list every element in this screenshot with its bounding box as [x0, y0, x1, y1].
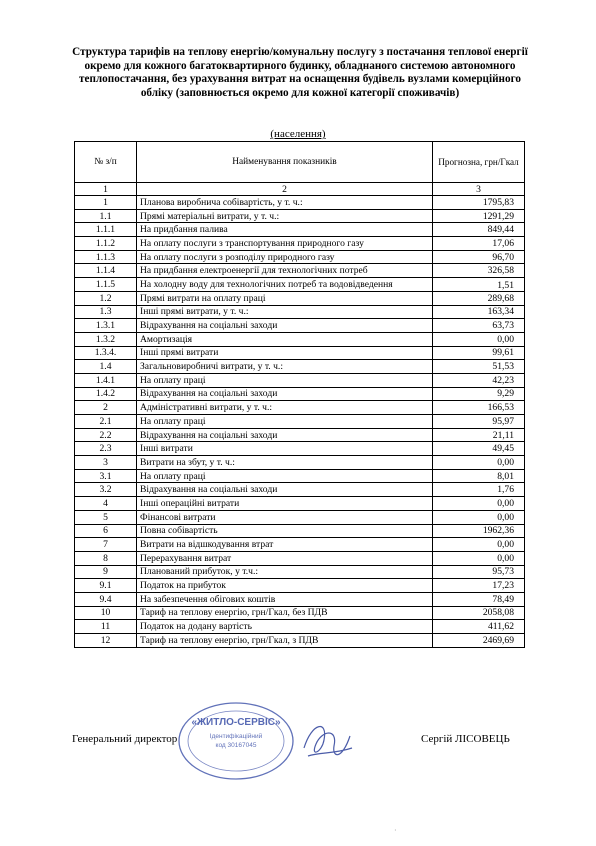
table-row: [75, 592, 525, 606]
table-row: [75, 223, 525, 237]
row-value: 95,97: [433, 415, 525, 429]
row-indicator-name: На оплату послуги з транспортування природного газу: [137, 237, 433, 251]
row-value: 1291,29: [433, 209, 525, 223]
row-indicator-name: Витрати на збут, у т. ч.:: [137, 456, 433, 470]
row-indicator-name: Інші операційні витрати: [137, 497, 433, 511]
row-indicator-name: На забезпечення обігових коштів: [137, 592, 433, 606]
column-number: 3: [433, 183, 525, 196]
row-number: 1.1.3: [75, 250, 137, 264]
table-row: [75, 565, 525, 579]
row-indicator-name: Відрахування на соціальні заходи: [137, 319, 433, 333]
table-row: [75, 237, 525, 251]
stamp-company-name: «ЖИТЛО-СЕРВІС»: [191, 717, 281, 728]
signature-icon: [298, 718, 356, 766]
tariff-structure-table: [74, 141, 525, 648]
row-indicator-name: Інші прямі витрати: [137, 346, 433, 360]
table-row: [75, 442, 525, 456]
row-value: 49,45: [433, 442, 525, 456]
row-value: 63,73: [433, 319, 525, 333]
consumer-category: (населення): [270, 128, 326, 140]
row-number: 1.4.1: [75, 373, 137, 387]
header-number: № з/п: [75, 142, 137, 183]
row-value: 95,73: [433, 565, 525, 579]
row-indicator-name: Амортизація: [137, 332, 433, 346]
row-number: 9.4: [75, 592, 137, 606]
row-number: 1.2: [75, 291, 137, 305]
row-value: 849,44: [433, 223, 525, 237]
table-row: [75, 497, 525, 511]
document-title: Структура тарифів на теплову енергію/комунальну послугу з постачання теплової енергії окремо для кожного багатоквартирного будинку, обладнаного системою автономного теплопостачання, без урахування витрат на оснащення будівель вузлами комерційного обліку (заповнюється окремо для кожної категорії споживачів): [72, 46, 528, 99]
row-value: 0,00: [433, 456, 525, 470]
row-number: 7: [75, 538, 137, 552]
row-indicator-name: Прямі витрати на оплату праці: [137, 291, 433, 305]
row-number: 3.1: [75, 469, 137, 483]
row-number: 1.1.1: [75, 223, 137, 237]
row-number: 1.1: [75, 209, 137, 223]
table-row: [75, 551, 525, 565]
row-number: 4: [75, 497, 137, 511]
table-row: [75, 305, 525, 319]
table-row: [75, 196, 525, 210]
row-indicator-name: Планований прибуток, у т.ч.:: [137, 565, 433, 579]
row-value: 166,53: [433, 401, 525, 415]
stamp-id-code: код 30167045: [215, 742, 257, 749]
row-number: 1.4.2: [75, 387, 137, 401]
row-number: 8: [75, 551, 137, 565]
table-row: [75, 634, 525, 648]
row-indicator-name: Відрахування на соціальні заходи: [137, 387, 433, 401]
row-number: 1.4: [75, 360, 137, 374]
row-indicator-name: Інші прямі витрати, у т. ч.:: [137, 305, 433, 319]
row-value: 96,70: [433, 250, 525, 264]
row-number: 2: [75, 401, 137, 415]
row-indicator-name: Відрахування на соціальні заходи: [137, 483, 433, 497]
row-value: 289,68: [433, 291, 525, 305]
row-number: 1.1.2: [75, 237, 137, 251]
row-number: 1.3.2: [75, 332, 137, 346]
row-value: 1,51: [433, 278, 525, 292]
row-indicator-name: Планова виробнича собівартість, у т. ч.:: [137, 196, 433, 210]
row-value: 17,23: [433, 579, 525, 593]
table-row: [75, 264, 525, 278]
row-value: 0,00: [433, 497, 525, 511]
row-value: 326,58: [433, 264, 525, 278]
table-row: [75, 278, 525, 292]
row-indicator-name: Фінансові витрати: [137, 510, 433, 524]
table-row: [75, 510, 525, 524]
row-value: 163,34: [433, 305, 525, 319]
row-number: 9: [75, 565, 137, 579]
table-row: [75, 360, 525, 374]
row-number: 3.2: [75, 483, 137, 497]
row-indicator-name: На придбання палива: [137, 223, 433, 237]
column-number-row: [75, 183, 525, 196]
header-forecast-value: Прогнозна, грн/Гкал: [433, 142, 525, 183]
table-row: [75, 415, 525, 429]
table-row: [75, 387, 525, 401]
row-value: 1795,83: [433, 196, 525, 210]
row-number: 2.2: [75, 428, 137, 442]
row-indicator-name: Повна собівартість: [137, 524, 433, 538]
row-value: 99,61: [433, 346, 525, 360]
row-value: 0,00: [433, 332, 525, 346]
row-number: 1.3: [75, 305, 137, 319]
row-value: 9,29: [433, 387, 525, 401]
row-value: 411,62: [433, 620, 525, 634]
row-number: 1: [75, 196, 137, 210]
row-value: 0,00: [433, 538, 525, 552]
table-header-row: [75, 142, 525, 183]
table-row: [75, 469, 525, 483]
row-value: 1,76: [433, 483, 525, 497]
row-number: 11: [75, 620, 137, 634]
row-value: 2058,08: [433, 606, 525, 620]
column-number: 2: [137, 183, 433, 196]
row-indicator-name: На придбання електроенергії для технологічних потреб: [137, 264, 433, 278]
director-name: Сергій ЛІСОВЕЦЬ: [421, 733, 510, 745]
scan-mark: ·: [394, 826, 397, 835]
stamp-id-label: Ідентифікаційний: [209, 733, 263, 740]
row-value: 17,06: [433, 237, 525, 251]
row-value: 1962,36: [433, 524, 525, 538]
row-indicator-name: Загальновиробничі витрати, у т. ч.:: [137, 360, 433, 374]
table-row: [75, 346, 525, 360]
table-row: [75, 291, 525, 305]
row-indicator-name: На оплату послуги з розподілу природного газу: [137, 250, 433, 264]
row-indicator-name: Тариф на теплову енергію, грн/Гкал, без ПДВ: [137, 606, 433, 620]
row-indicator-name: Витрати на відшкодування втрат: [137, 538, 433, 552]
table-row: [75, 579, 525, 593]
table-row: [75, 620, 525, 634]
row-number: 3: [75, 456, 137, 470]
table-row: [75, 373, 525, 387]
row-number: 2.3: [75, 442, 137, 456]
row-number: 1.1.4: [75, 264, 137, 278]
row-indicator-name: Тариф на теплову енергію, грн/Гкал, з ПДВ: [137, 634, 433, 648]
row-number: 2.1: [75, 415, 137, 429]
row-indicator-name: Відрахування на соціальні заходи: [137, 428, 433, 442]
column-number: 1: [75, 183, 137, 196]
director-title: Генеральний директор: [72, 733, 178, 745]
table-row: [75, 319, 525, 333]
row-indicator-name: Інші витрати: [137, 442, 433, 456]
table-row: [75, 456, 525, 470]
header-indicator-name: Найменування показників: [137, 142, 433, 183]
row-indicator-name: Податок на прибуток: [137, 579, 433, 593]
row-value: 8,01: [433, 469, 525, 483]
row-value: 21,11: [433, 428, 525, 442]
row-number: 6: [75, 524, 137, 538]
row-indicator-name: На оплату праці: [137, 373, 433, 387]
table-row: [75, 524, 525, 538]
row-number: 1.3.4.: [75, 346, 137, 360]
row-number: 5: [75, 510, 137, 524]
row-value: 2469,69: [433, 634, 525, 648]
company-stamp-icon: [176, 700, 296, 782]
table-row: [75, 209, 525, 223]
table-row: [75, 483, 525, 497]
table-row: [75, 401, 525, 415]
row-number: 12: [75, 634, 137, 648]
table-row: [75, 332, 525, 346]
row-value: 0,00: [433, 510, 525, 524]
row-number: 1.3.1: [75, 319, 137, 333]
row-indicator-name: На оплату праці: [137, 469, 433, 483]
table-row: [75, 428, 525, 442]
row-indicator-name: На оплату праці: [137, 415, 433, 429]
row-value: 78,49: [433, 592, 525, 606]
row-indicator-name: Адміністративні витрати, у т. ч.:: [137, 401, 433, 415]
row-number: 10: [75, 606, 137, 620]
row-value: 0,00: [433, 551, 525, 565]
row-value: 42,23: [433, 373, 525, 387]
row-indicator-name: Перерахування витрат: [137, 551, 433, 565]
row-indicator-name: На холодну воду для технологічних потреб та водовідведення: [137, 278, 433, 292]
table-row: [75, 538, 525, 552]
row-number: 9.1: [75, 579, 137, 593]
row-value: 51,53: [433, 360, 525, 374]
row-indicator-name: Прямі матеріальні витрати, у т. ч.:: [137, 209, 433, 223]
table-row: [75, 606, 525, 620]
table-row: [75, 250, 525, 264]
row-number: 1.1.5: [75, 278, 137, 292]
row-indicator-name: Податок на додану вартість: [137, 620, 433, 634]
